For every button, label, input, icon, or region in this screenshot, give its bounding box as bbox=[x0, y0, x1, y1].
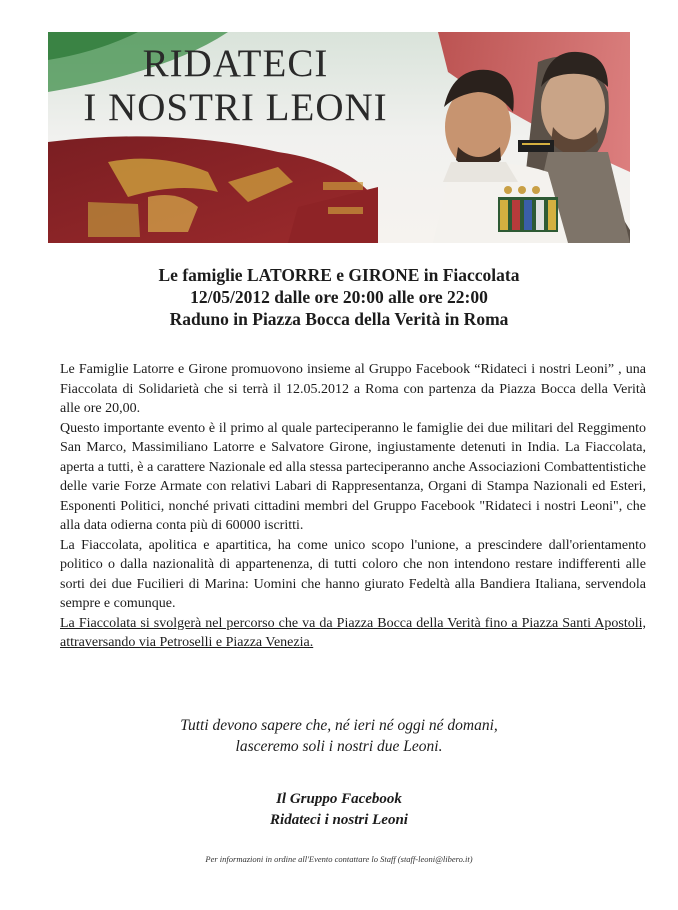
body-paragraph: Questo importante evento è il primo al quale parteciperanno le famiglie dei due militari del Reggimento San Marco, Massimiliano Latorre e Salvatore Girone, ingiustamente detenuti in India. La Fiaccolata, aperta a tutti, è a carattere Nazionale ed alla stessa parteciperanno anche Associazioni Combattentistiche delle varie Forze Armate con relativi Labari di Rappresentanza, Organi di Stampa Nazionali ed Esteri, Esponenti Politici, nonché privati cittadini membri del Gruppo Facebook "Ridateci i nostri Leoni", che alla data odierna conta più di 60000 iscritti. bbox=[60, 420, 646, 533]
body-text bbox=[60, 360, 646, 653]
header-banner bbox=[48, 32, 630, 243]
quote-line2: lasceremo soli i nostri due Leoni. bbox=[235, 738, 443, 755]
signature-line2: Ridateci i nostri Leoni bbox=[270, 812, 408, 828]
banner-title bbox=[48, 42, 423, 130]
contact-footer: Per informazioni in ordine all'Evento contattare lo Staff (staff-leoni@libero.it) bbox=[205, 854, 473, 864]
route-paragraph: La Fiaccolata si svolgerà nel percorso che va da Piazza Bocca della Verità fino a Piazza Santi Apostoli, attraversando via Petroselli e Piazza Venezia. bbox=[60, 615, 646, 650]
body-paragraph: Le Famiglie Latorre e Girone promuovono insieme al Gruppo Facebook “Ridateci i nostri Leoni” , una Fiaccolata di Solidarietà che si terrà il 12.05.2012 a Roma con partenza da Piazza Bocca della Verità alle ore 20,00. bbox=[60, 362, 646, 416]
headline-line1: Le famiglie LATORRE e GIRONE in Fiaccolata bbox=[158, 265, 520, 285]
banner-title-line1: RIDATECI bbox=[142, 42, 329, 85]
signature bbox=[0, 789, 678, 831]
closing-quote bbox=[0, 715, 678, 757]
body-paragraph: La Fiaccolata, apolitica e apartitica, ha come unico scopo l'unione, a prescindere dall'orientamento politico o dalla nazionalità di appartenenza, di tutti coloro che non intendono restare indifferenti alle sorti dei due Fucilieri di Marina: Uomini che hanno giurato Fedeltà alla Bandiera Italiana, servendola sempre e comunque. bbox=[60, 537, 646, 611]
headline-line2: 12/05/2012 dalle ore 20:00 alle ore 22:00 bbox=[190, 287, 488, 307]
event-headline bbox=[0, 264, 678, 330]
quote-line1: Tutti devono sapere che, né ieri né oggi né domani, bbox=[180, 717, 498, 734]
signature-line1: Il Gruppo Facebook bbox=[276, 791, 402, 807]
headline-line3: Raduno in Piazza Bocca della Verità in Roma bbox=[169, 309, 509, 329]
banner-title-line2: I NOSTRI LEONI bbox=[83, 86, 388, 129]
